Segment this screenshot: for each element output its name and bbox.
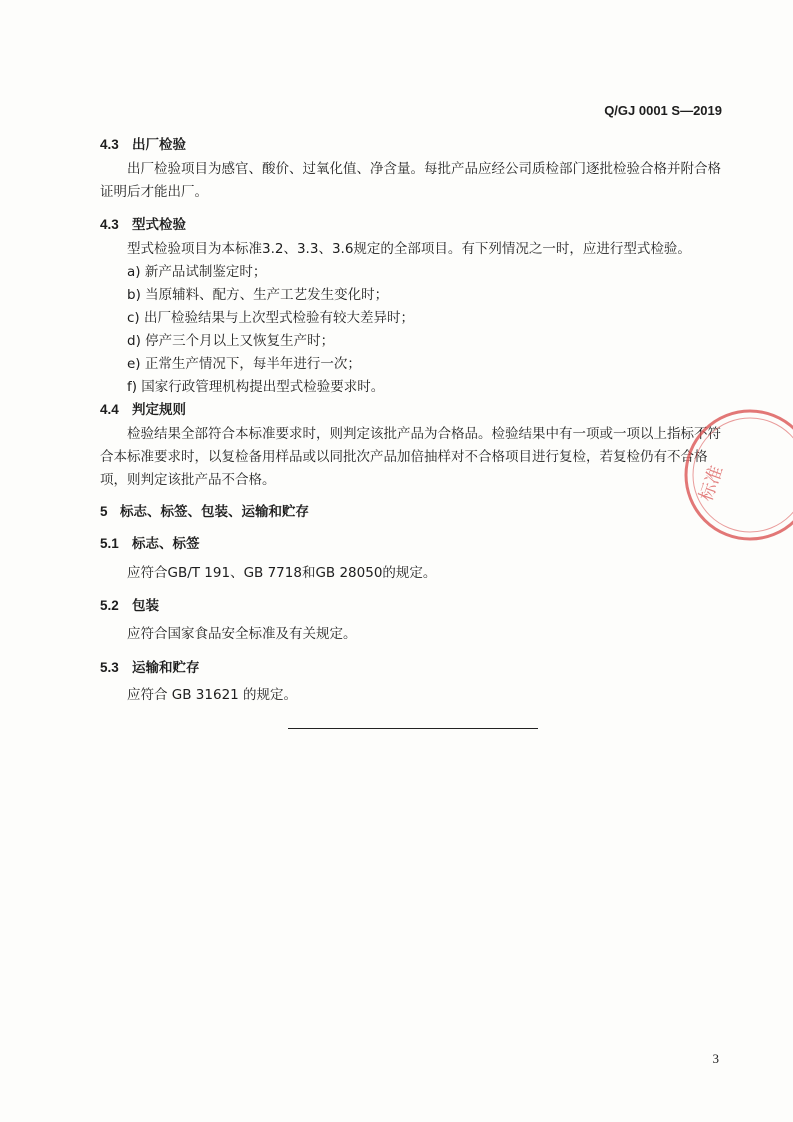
section-number: 5 xyxy=(100,504,108,519)
paragraph-factory-inspection: 出厂检验项目为感官、酸价、过氧化值、净含量。每批产品应经公司质检部门逐批检验合格并附合格证明后才能出厂。 xyxy=(100,161,721,200)
section-title: 判定规则 xyxy=(132,402,186,418)
section-number: 5.1 xyxy=(100,536,119,551)
heading-marking-labeling xyxy=(100,532,200,552)
heading-transport-storage xyxy=(100,656,200,676)
paragraph-transport-storage: 应符合 GB 31621 的规定。 xyxy=(127,687,298,703)
company-seal xyxy=(680,405,793,545)
heading-packaging xyxy=(100,594,159,614)
section-number: 5.2 xyxy=(100,598,119,613)
section-title: 标志、标签 xyxy=(132,536,200,552)
page-number: 3 xyxy=(712,1051,719,1066)
section-number: 4.4 xyxy=(100,402,119,417)
list-item: b) 当原辅料、配方、生产工艺发生变化时； xyxy=(127,287,389,303)
section-number: 4.3 xyxy=(100,137,119,152)
paragraph-type-inspection-intro: 型式检验项目为本标准3.2、3.3、3.6规定的全部项目。有下列情况之一时，应进行型式检验。 xyxy=(127,241,691,257)
list-item: e) 正常生产情况下，每半年进行一次； xyxy=(127,356,361,372)
list-item: f) 国家行政管理机构提出型式检验要求时。 xyxy=(127,379,385,395)
section-title: 标志、标签、包装、运输和贮存 xyxy=(120,504,309,520)
heading-type-inspection xyxy=(100,213,186,233)
type-inspection-conditions-list xyxy=(127,261,414,399)
section-title: 出厂检验 xyxy=(132,137,186,153)
section-title: 包装 xyxy=(132,598,159,614)
list-item: d) 停产三个月以上又恢复生产时； xyxy=(127,333,335,349)
section-number: 4.3 xyxy=(100,217,119,232)
heading-marking-packaging xyxy=(100,500,309,520)
end-rule xyxy=(288,728,538,729)
paragraph-marking-labeling: 应符合GB/T 191、GB 7718和GB 28050的规定。 xyxy=(127,565,437,581)
standard-code: Q/GJ 0001 S—2019 xyxy=(604,103,722,118)
section-number: 5.3 xyxy=(100,660,119,675)
paragraph-judgement-rules: 检验结果全部符合本标准要求时，则判定该批产品为合格品。检验结果中有一项或一项以上指标不符合本标准要求时，以复检备用样品或以同批次产品加倍抽样对不合格项目进行复检，若复检仍有不合格项，则判定该批产品不合格。 xyxy=(100,426,721,488)
seal-text: 标准 xyxy=(695,463,728,505)
heading-factory-inspection xyxy=(100,133,186,153)
section-title: 型式检验 xyxy=(132,217,186,233)
paragraph-packaging: 应符合国家食品安全标准及有关规定。 xyxy=(127,626,357,642)
list-item: a) 新产品试制鉴定时； xyxy=(127,264,267,280)
list-item: c) 出厂检验结果与上次型式检验有较大差异时； xyxy=(127,310,414,326)
heading-judgement-rules xyxy=(100,398,186,418)
section-title: 运输和贮存 xyxy=(132,660,200,676)
